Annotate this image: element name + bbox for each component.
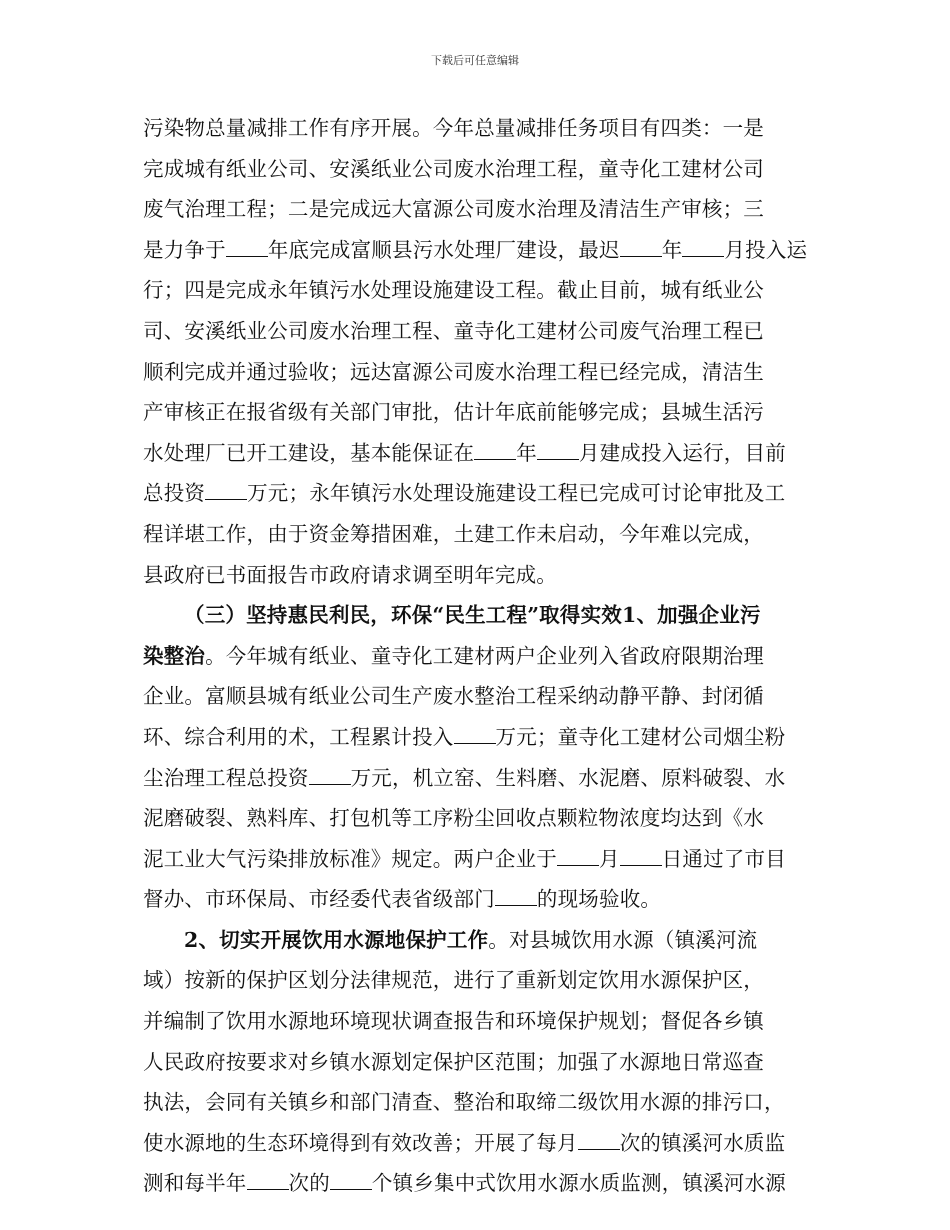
- text-segment: 。对县城饮用水源（镇溪河流: [488, 927, 758, 952]
- fill-in-blank: [474, 439, 516, 460]
- text-segment: 产审核正在报省级有关部门审批，估计年底前能够完成；县城生活污: [143, 400, 764, 425]
- fill-in-blank: [495, 885, 537, 906]
- text-segment: 次的: [288, 1171, 330, 1196]
- text-segment: 县政府已书面报告市政府请求调至明年完成。: [143, 562, 557, 587]
- text-segment: 是力争于: [143, 237, 226, 262]
- fill-in-blank: [578, 1129, 620, 1150]
- text-segment: 万元；童寺化工建材公司烟尘粉: [495, 724, 786, 749]
- fill-in-blank: [557, 845, 599, 866]
- text-line: [143, 270, 809, 311]
- text-segment: 使水源地的生态环境得到有效改善；开展了每月: [143, 1130, 578, 1155]
- text-segment: 的现场验收。: [536, 887, 662, 912]
- text-segment: 环、综合利用的术，工程累计投入: [143, 724, 454, 749]
- text-line: [143, 839, 809, 880]
- bold-text: 2、切实开展饮用水源地保护工作: [184, 927, 489, 952]
- text-segment: 个镇乡集中式饮用水源水质监测，镇溪河水源: [371, 1171, 786, 1196]
- text-segment: 执法，会同有关镇乡和部门清查、整治和取缔二级饮用水源的排污口，: [143, 1090, 785, 1115]
- text-segment: 废气治理工程；二是完成远大富源公司废水治理及清洁生产审核；三: [143, 197, 764, 222]
- text-line: [143, 676, 809, 717]
- fill-in-blank: [620, 236, 662, 257]
- text-segment: 总投资: [143, 481, 206, 506]
- text-segment: 年: [516, 440, 537, 465]
- fill-in-blank: [454, 723, 496, 744]
- text-segment: 尘治理工程总投资: [143, 765, 309, 790]
- text-line: [143, 758, 809, 799]
- bold-text: 染整治: [143, 643, 206, 668]
- text-segment: 测和每半年: [143, 1171, 247, 1196]
- text-segment: 月建成投入运行，目前: [578, 440, 786, 465]
- text-segment: 万元；永年镇污水处理设施建设工程已完成可讨论审批及工: [247, 481, 786, 506]
- text-segment: 企业。富顺县城有纸业公司生产废水整治工程采纳动静平静、封闭循: [143, 684, 764, 709]
- text-line: [143, 1001, 809, 1042]
- page-header: 下载后可任意编辑: [431, 54, 519, 67]
- fill-in-blank: [309, 764, 351, 785]
- text-line: [143, 311, 809, 352]
- text-line: [143, 352, 809, 393]
- text-line: [143, 230, 809, 271]
- text-segment: 顺利完成并通过验收；远达富源公司废水治理工程已经完成，清洁生: [143, 359, 764, 384]
- text-line: [143, 1123, 809, 1164]
- text-segment: 完成城有纸业公司、安溪纸业公司废水治理工程，童寺化工建材公司: [143, 156, 764, 181]
- text-segment: 域）按新的保护区划分法律规范，进行了重新划定饮用水源保护区，: [143, 968, 764, 993]
- text-segment: 泥工业大气污染排放标准》规定。两户企业于: [143, 846, 557, 871]
- text-line: [143, 514, 809, 555]
- fill-in-blank: [537, 439, 579, 460]
- text-line: [143, 433, 809, 474]
- text-segment: 泥磨破裂、熟料库、打包机等工序粉尘回收点颗粒物浓度均达到《水: [143, 806, 764, 831]
- text-segment: 月: [599, 846, 620, 871]
- text-line: [143, 392, 809, 433]
- text-line: [143, 920, 809, 961]
- text-segment: 人民政府按要求对乡镇水源划定保护区范围；加强了水源地日常巡查: [143, 1049, 764, 1074]
- text-line: [143, 473, 809, 514]
- text-line: [143, 798, 809, 839]
- text-line: [143, 555, 809, 596]
- text-line: [143, 1082, 809, 1123]
- text-segment: 月投入运: [724, 237, 808, 262]
- text-line: [143, 149, 809, 190]
- text-segment: 年: [661, 237, 683, 262]
- text-line: [143, 717, 809, 758]
- text-segment: 次的镇溪河水质监: [619, 1130, 786, 1155]
- text-line: [143, 1163, 809, 1204]
- fill-in-blank: [620, 845, 662, 866]
- text-segment: 并编制了饮用水源地环境现状调查报告和环境保护规划；督促各乡镇: [143, 1009, 764, 1034]
- fill-in-blank: [226, 236, 268, 257]
- text-line: [143, 960, 809, 1001]
- text-line: [143, 636, 809, 677]
- text-line: [143, 108, 809, 149]
- fill-in-blank: [247, 1169, 289, 1190]
- text-line: [143, 595, 809, 636]
- text-line: [143, 879, 809, 920]
- fill-in-blank: [205, 479, 247, 500]
- text-segment: 程详堪工作，由于资金筹措困难，土建工作未启动，今年难以完成，: [143, 521, 764, 546]
- text-segment: 水处理厂已开工建设，基本能保证在: [143, 440, 475, 465]
- text-segment: 污染物总量减排工作有序开展。今年总量减排任务项目有四类：一是: [143, 116, 764, 140]
- text-segment: 司、安溪纸业公司废水治理工程、童寺化工建材公司废气治理工程已: [143, 318, 764, 343]
- bold-text: （三）坚持惠民利民，环保“民生工程”取得实效1、加强企业污: [184, 603, 761, 628]
- text-segment: 年底完成富顺县污水处理厂建设，最迟: [267, 237, 620, 262]
- text-segment: 万元，机立窑、生料磨、水泥磨、原料破裂、水: [350, 765, 786, 790]
- fill-in-blank: [330, 1169, 372, 1190]
- text-segment: 督办、市环保局、市经委代表省级部门: [143, 887, 495, 912]
- text-line: [143, 189, 809, 230]
- text-line: [143, 1042, 809, 1083]
- fill-in-blank: [682, 236, 724, 257]
- text-segment: 。今年城有纸业、童寺化工建材两户企业列入省政府限期治理: [205, 643, 765, 668]
- document-body: [143, 108, 809, 1204]
- text-segment: 日通过了市目: [661, 846, 786, 871]
- text-segment: 行；四是完成永年镇污水处理设施建设工程。截止目前，城有纸业公: [143, 278, 764, 303]
